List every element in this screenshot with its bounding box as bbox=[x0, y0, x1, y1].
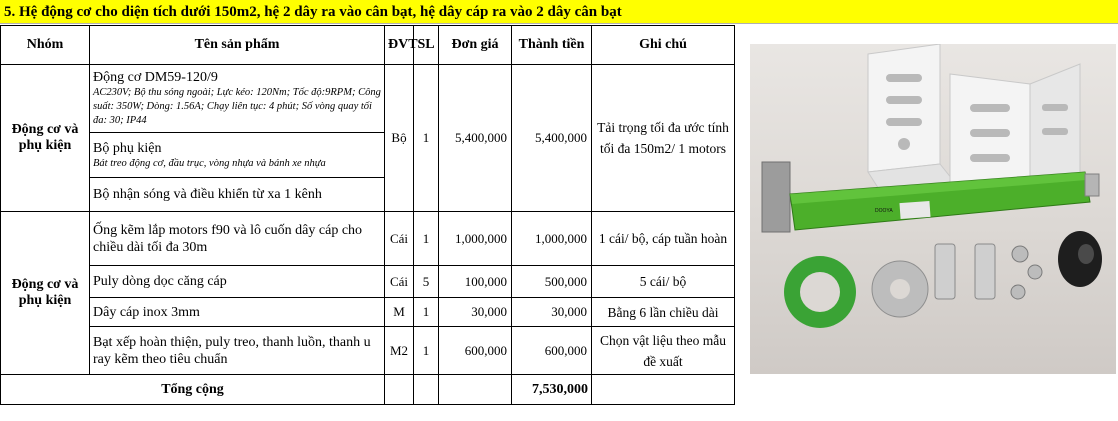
table-row bbox=[1, 298, 735, 327]
amount-cell: 5,400,000 bbox=[512, 65, 592, 212]
price-cell: 30,000 bbox=[439, 298, 512, 327]
empty-cell bbox=[414, 375, 439, 405]
table-row bbox=[1, 327, 735, 375]
note-cell: 1 cái/ bộ, cáp tuần hoàn bbox=[592, 212, 735, 266]
product-description: Bát treo động cơ, đầu trục, vòng nhựa và bánh xe nhựa bbox=[93, 157, 326, 169]
header-group: Nhóm bbox=[1, 26, 90, 65]
qty-cell: 1 bbox=[414, 327, 439, 375]
unit-cell: M bbox=[385, 298, 414, 327]
note-cell: 5 cái/ bộ bbox=[592, 266, 735, 298]
black-end-cap bbox=[1058, 231, 1102, 287]
screws-and-nuts bbox=[1011, 246, 1042, 299]
product-cell: Puly dòng dọc căng cáp bbox=[90, 266, 385, 298]
qty-cell: 5 bbox=[414, 266, 439, 298]
metal-clips bbox=[935, 244, 995, 299]
price-cell: 100,000 bbox=[439, 266, 512, 298]
header-unit: ĐVT bbox=[385, 26, 414, 65]
empty-cell bbox=[439, 375, 512, 405]
amount-cell: 1,000,000 bbox=[512, 212, 592, 266]
qty-cell: 1 bbox=[414, 298, 439, 327]
mounting-bracket-left bbox=[868, 44, 956, 194]
table-row bbox=[1, 65, 735, 133]
header-product: Tên sản phẩm bbox=[90, 26, 385, 65]
unit-cell: Bộ bbox=[385, 65, 414, 212]
price-cell: 600,000 bbox=[439, 327, 512, 375]
plastic-adapter bbox=[872, 261, 928, 317]
product-photo bbox=[750, 44, 1116, 374]
price-cell: 5,400,000 bbox=[439, 65, 512, 212]
qty-cell: 1 bbox=[414, 65, 439, 212]
product-name: Động cơ DM59-120/9 bbox=[93, 70, 218, 85]
product-cell: Bộ nhận sóng và điều khiển từ xa 1 kênh bbox=[90, 178, 385, 212]
header-amount: Thành tiền bbox=[512, 26, 592, 65]
note-cell: Tải trọng tối đa ước tính tối đa 150m2/ 1 motors bbox=[592, 65, 735, 212]
product-cell bbox=[90, 133, 385, 178]
product-cell: Ống kẽm lắp motors f90 và lô cuốn dây cáp cho chiều dài tối đa 30m bbox=[90, 212, 385, 266]
section-title: 5. Hệ động cơ cho diện tích dưới 150m2, hệ 2 dây ra vào cân bạt, hệ dây cáp ra vào 2 dây cân bạt bbox=[0, 0, 1118, 24]
green-gear-ring bbox=[784, 256, 856, 328]
amount-cell: 30,000 bbox=[512, 298, 592, 327]
header-qty: SL bbox=[414, 26, 439, 65]
unit-cell: Cái bbox=[385, 266, 414, 298]
empty-cell bbox=[385, 375, 414, 405]
product-cell bbox=[90, 65, 385, 133]
motor-brand-label: DOOYA bbox=[875, 208, 893, 214]
group-cell: Động cơ và phụ kiện bbox=[1, 65, 90, 212]
qty-cell: 1 bbox=[414, 212, 439, 266]
amount-cell: 500,000 bbox=[512, 266, 592, 298]
product-name: Bộ phụ kiện bbox=[93, 140, 162, 156]
header-price: Đơn giá bbox=[439, 26, 512, 65]
unit-cell: M2 bbox=[385, 327, 414, 375]
product-photo-illustration bbox=[750, 44, 1116, 374]
note-cell: Bằng 6 lần chiều dài bbox=[592, 298, 735, 327]
unit-cell: Cái bbox=[385, 212, 414, 266]
table-row bbox=[1, 212, 735, 266]
header-note: Ghi chú bbox=[592, 26, 735, 65]
product-cell: Bạt xếp hoàn thiện, puly treo, thanh luồn, thanh u ray kẽm theo tiêu chuẩn bbox=[90, 327, 385, 375]
total-row bbox=[1, 375, 735, 405]
total-label: Tổng cộng bbox=[1, 375, 385, 405]
quote-table bbox=[0, 25, 735, 405]
total-value: 7,530,000 bbox=[512, 375, 592, 405]
note-cell: Chọn vật liệu theo mẫu đề xuất bbox=[592, 327, 735, 375]
table-header-row bbox=[1, 26, 735, 65]
empty-cell bbox=[592, 375, 735, 405]
product-cell: Dây cáp inox 3mm bbox=[90, 298, 385, 327]
price-cell: 1,000,000 bbox=[439, 212, 512, 266]
table-row bbox=[1, 266, 735, 298]
group-cell: Động cơ và phụ kiện bbox=[1, 212, 90, 375]
amount-cell: 600,000 bbox=[512, 327, 592, 375]
product-description: AC230V; Bộ thu sóng ngoài; Lực kéo: 120Nm; Tốc độ:9RPM; Công suất: 350W; Dòng: 1.56A; Chạy liên tục: 4 phút; Số vòng quay tối đa: 30; IP44 bbox=[93, 87, 381, 126]
